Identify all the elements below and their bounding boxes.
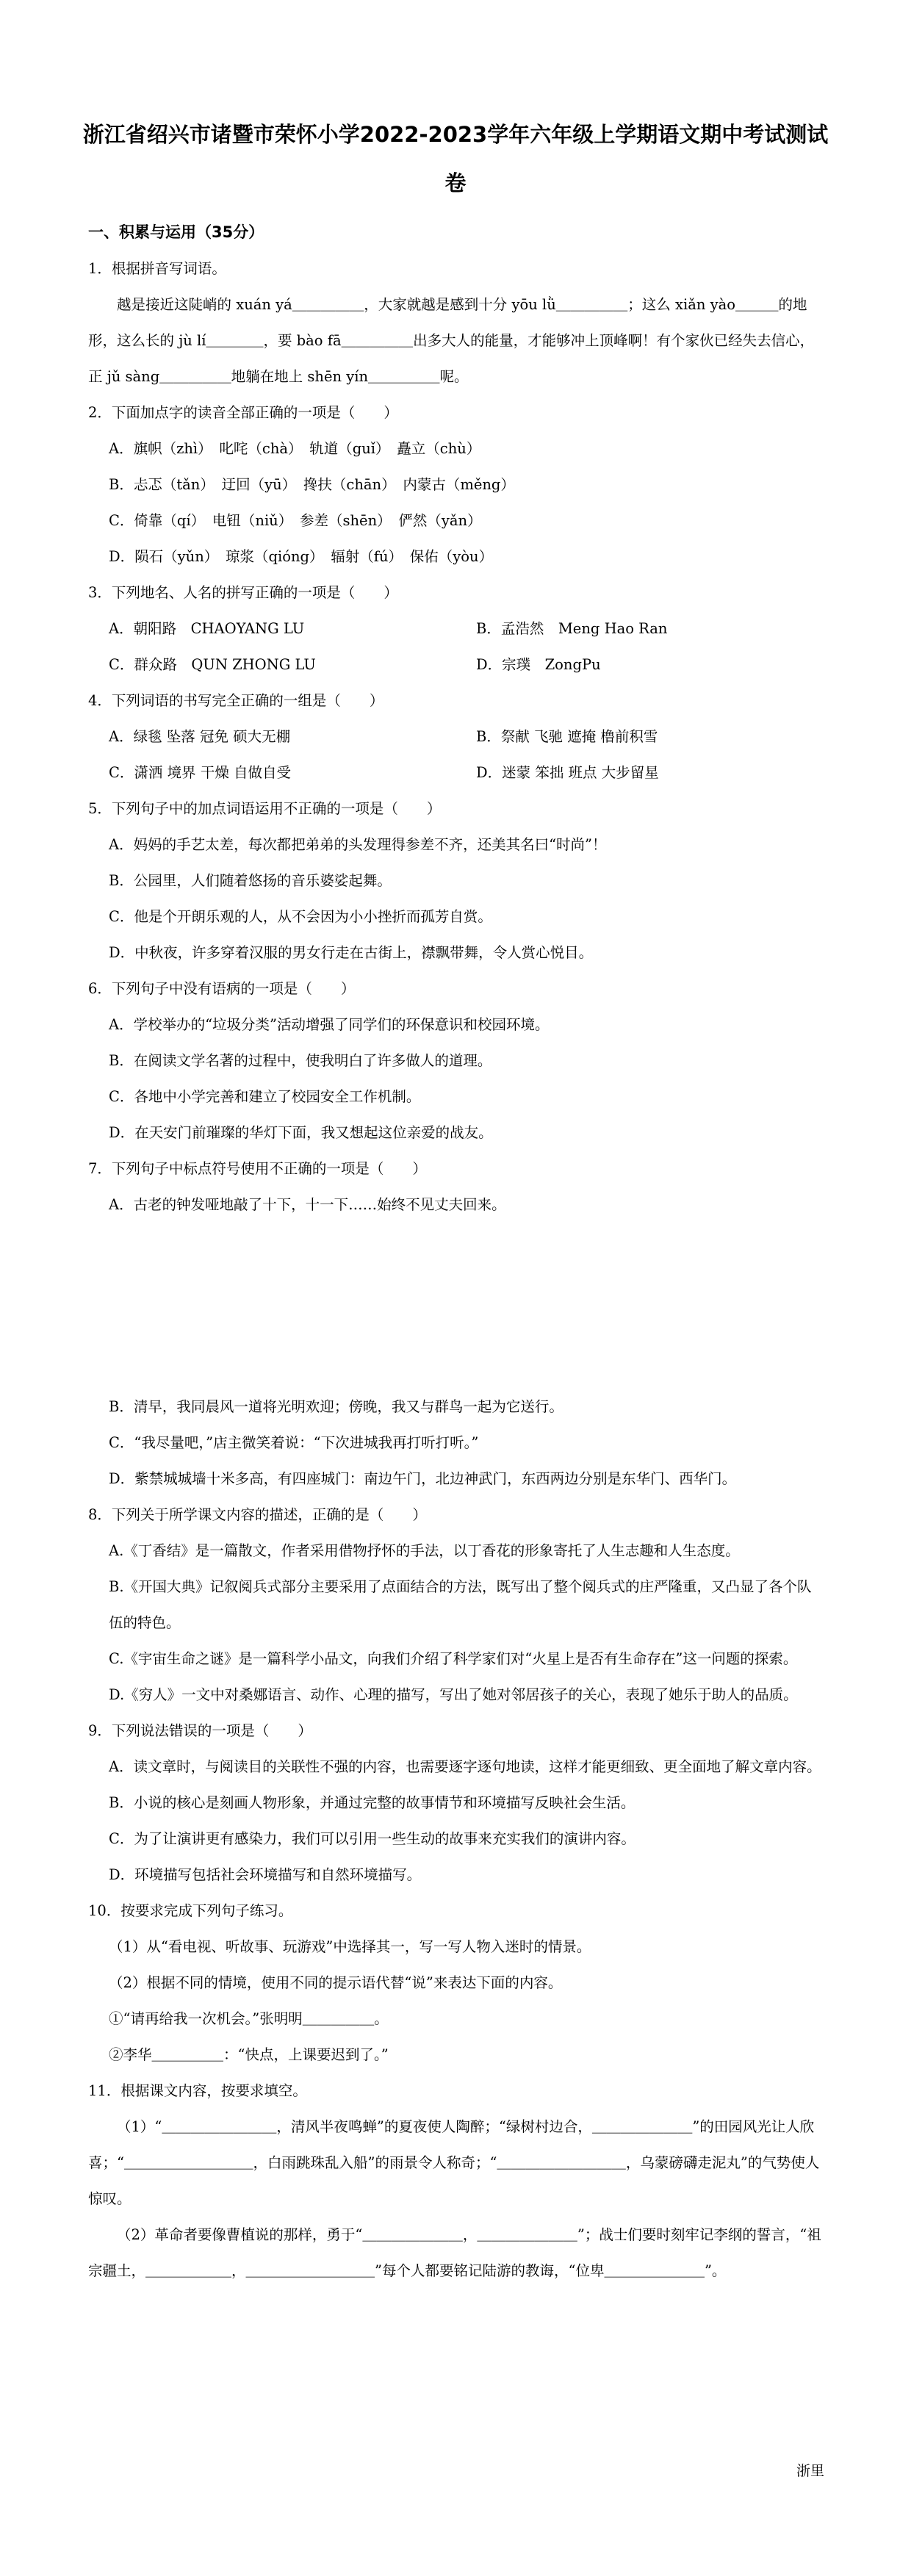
option-c: C．群众路 QUN ZHONG LU xyxy=(109,656,316,673)
question-7-stem: 7．下列句子中标点符号使用不正确的一项是（ ） xyxy=(88,1160,427,1177)
question-10-item: ②李华＿＿＿＿＿：“快点，上课要迟到了。” xyxy=(109,2046,389,2063)
option-a: A．绿毯 坠落 冠免 硕大无棚 xyxy=(109,728,291,745)
question-3-stem: 3．下列地名、人名的拼写正确的一项是（ ） xyxy=(88,584,398,601)
option-b: B．公园里，人们随着悠扬的音乐婆娑起舞。 xyxy=(109,872,392,889)
option-b: B．清早，我同晨风一道将光明欢迎；傍晚，我又与群鸟一起为它送行。 xyxy=(109,1398,563,1415)
option-c: C．为了让演讲更有感染力，我们可以引用一些生动的故事来充实我们的演讲内容。 xyxy=(109,1830,635,1847)
option-d: D．迷蒙 笨拙 班点 大步留星 xyxy=(476,764,659,781)
question-2-stem: 2．下面加点字的读音全部正确的一项是（ ） xyxy=(88,404,398,421)
question-4-options xyxy=(88,719,823,791)
option-d: D．中秋夜，许多穿着汉服的男女行走在古街上，襟飘带舞，令人赏心悦目。 xyxy=(109,944,594,961)
option-c: C．他是个开朗乐观的人，从不会因为小小挫折而孤芳自赏。 xyxy=(109,908,492,925)
option-a: A．旗帜（zhì） 叱咤（chà） 轨道（guǐ） 矗立（chù） xyxy=(109,440,481,457)
option-b: B．孟浩然 Meng Hao Ran xyxy=(476,620,668,637)
blank-space xyxy=(88,1223,823,1389)
footer-mark: 浙里 xyxy=(796,2463,824,2479)
option-d: D．宗璞 ZongPu xyxy=(476,656,601,673)
option-c: C．潇洒 境界 干燥 自做自受 xyxy=(109,764,292,781)
option-b: B．小说的核心是刻画人物形象，并通过完整的故事情节和环境描写反映社会生活。 xyxy=(109,1794,635,1811)
option-b: B．在阅读文学名著的过程中，使我明白了许多做人的道理。 xyxy=(109,1052,492,1069)
question-11-stem: 11．根据课文内容，按要求填空。 xyxy=(88,2082,307,2099)
question-8-stem: 8．下列关于所学课文内容的描述，正确的是（ ） xyxy=(88,1506,427,1523)
option-a: A.《丁香结》是一篇散文，作者采用借物抒怀的手法，以丁香花的形象寄托了人生志趣和人生态度。 xyxy=(109,1542,740,1559)
option-a: A．读文章时，与阅读目的关联性不强的内容，也需要逐字逐句地读，这样才能更细致、更全面地了解文章内容。 xyxy=(109,1758,821,1775)
question-10-stem: 10．按要求完成下列句子练习。 xyxy=(88,1902,293,1919)
option-d: D．环境描写包括社会环境描写和自然环境描写。 xyxy=(109,1866,422,1883)
option-b: B．祭献 飞驰 遮掩 橹前积雪 xyxy=(476,728,658,745)
exam-content xyxy=(88,215,823,2289)
question-3-options xyxy=(88,611,823,683)
question-4-stem: 4．下列词语的书写完全正确的一组是（ ） xyxy=(88,692,384,709)
question-10-item: （2）根据不同的情境，使用不同的提示语代替“说”来表达下面的内容。 xyxy=(109,1974,563,1991)
option-c: C．各地中小学完善和建立了校园安全工作机制。 xyxy=(109,1088,421,1105)
option-b: B.《开国大典》记叙阅兵式部分主要采用了点面结合的方法，既写出了整个阅兵式的庄严隆重，又凸显了各个队伍的特色。 xyxy=(109,1578,812,1631)
option-d: D．紫禁城城墙十米多高，有四座城门：南边午门，北边神武门，东西两边分别是东华门、西华门。 xyxy=(109,1470,737,1487)
option-c: C．倚靠（qí） 电钮（niǔ） 参差（shēn） 俨然（yǎn） xyxy=(109,512,482,529)
option-a: A．学校举办的“垃圾分类”活动增强了同学们的环保意识和校园环境。 xyxy=(109,1016,550,1033)
option-d: D.《穷人》一文中对桑娜语言、动作、心理的描写，写出了她对邻居孩子的关心，表现了她乐于助人的品质。 xyxy=(109,1686,798,1703)
question-11-item: （1）“＿＿＿＿＿＿＿＿，清风半夜鸣蝉”的夏夜使人陶醉；“绿树村边合，＿＿＿＿＿＿＿”的田园风光让人欣喜；“＿＿＿＿＿＿＿＿＿，白雨跳珠乱入船”的雨景令人称奇；“＿＿＿＿＿＿＿＿＿，乌蒙磅礴走泥丸”的气势使人惊叹。 xyxy=(88,2118,820,2207)
question-6-stem: 6．下列句子中没有语病的一项是（ ） xyxy=(88,980,356,997)
page-title: 浙江省绍兴市诸暨市荣怀小学2022-2023学年六年级上学期语文期中考试测试卷 xyxy=(82,122,829,195)
question-5-stem: 5．下列句子中的加点词语运用不正确的一项是（ ） xyxy=(88,800,442,817)
option-d: D．陨石（yǔn） 琼浆（qióng） 辐射（fú） 保佑（yòu） xyxy=(109,548,494,565)
question-10-item: （1）从“看电视、听故事、玩游戏”中选择其一，写一写人物入迷时的情景。 xyxy=(109,1938,591,1955)
question-1-paragraph: 越是接近这陡峭的 xuán yá＿＿＿＿＿，大家就越是感到十分 yōu lǜ＿＿＿＿＿；这么 xiǎn yào＿＿＿的地形，这么长的 jù lí＿＿＿＿，要 bào fā＿＿＿＿＿出多大人的能量，才能够冲上顶峰啊！有个家伙已经失去信心，正 jǔ sàng＿＿＿＿＿地躺在地上 shēn yín＿＿＿＿＿呢。 xyxy=(88,296,815,385)
question-11-item: （2）革命者要像曹植说的那样，勇于“＿＿＿＿＿＿＿，＿＿＿＿＿＿＿”；战士们要时刻牢记李纲的誓言，“祖宗疆土，＿＿＿＿＿＿，＿＿＿＿＿＿＿＿＿”每个人都要铭记陆游的教诲，“位卑＿＿＿＿＿＿＿”。 xyxy=(88,2226,821,2279)
question-9-stem: 9．下列说法错误的一项是（ ） xyxy=(88,1722,312,1739)
option-a: A．古老的钟发哑地敲了十下，十一下……始终不见丈夫回来。 xyxy=(109,1196,506,1213)
option-d: D．在天安门前璀璨的华灯下面，我又想起这位亲爱的战友。 xyxy=(109,1124,493,1141)
question-1-stem: 1．根据拼音写词语。 xyxy=(88,260,226,277)
option-c: C．“我尽量吧，”店主微笑着说：“下次进城我再打听打听。” xyxy=(109,1434,479,1451)
section-heading: 一、积累与运用（35分） xyxy=(88,223,264,241)
question-10-item: ①“请再给我一次机会。”张明明＿＿＿＿＿。 xyxy=(109,2010,389,2027)
option-b: B．忐忑（tǎn） 迂回（yū） 搀扶（chān） 内蒙古（měng） xyxy=(109,476,515,493)
option-c: C.《宇宙生命之谜》是一篇科学小品文，向我们介绍了科学家们对“火星上是否有生命存在”这一问题的探索。 xyxy=(109,1650,798,1667)
option-a: A．妈妈的手艺太差，每次都把弟弟的头发理得参差不齐，还美其名曰“时尚”！ xyxy=(109,836,607,853)
option-a: A．朝阳路 CHAOYANG LU xyxy=(109,620,305,637)
